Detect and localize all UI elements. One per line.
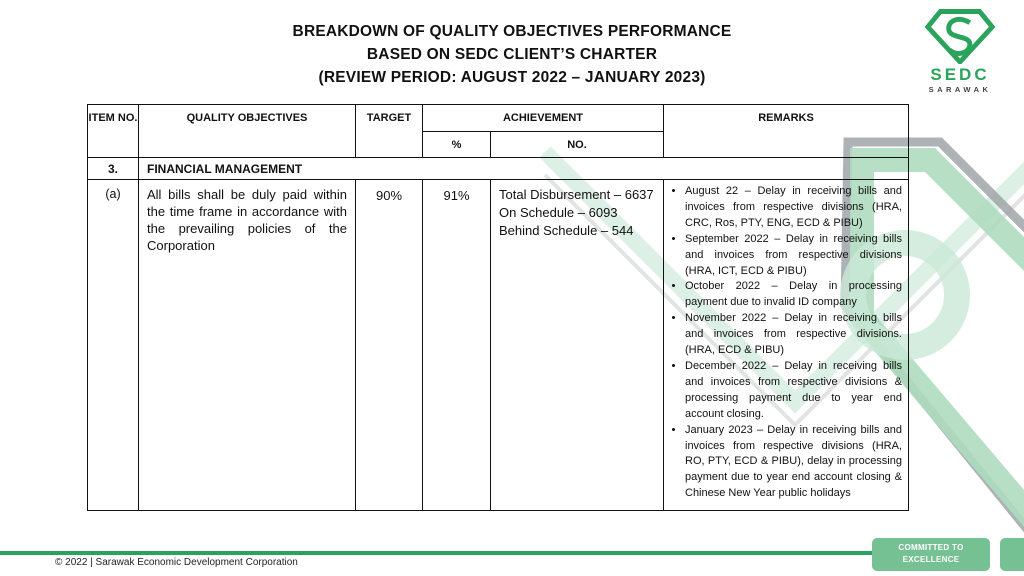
copyright-text: © 2022 | Sarawak Economic Development Corporation: [55, 557, 298, 568]
badge-line-1: COMMITTED TO: [898, 543, 964, 552]
header-quality-objectives: QUALITY OBJECTIVES: [139, 105, 356, 158]
section-item-no: 3.: [88, 158, 139, 180]
sedc-logo: [912, 8, 1008, 95]
title-line-1: BREAKDOWN OF QUALITY OBJECTIVES PERFORMANCE: [292, 23, 732, 40]
section-title: FINANCIAL MANAGEMENT: [139, 158, 909, 180]
badge-line-2: EXCELLENCE: [902, 555, 960, 564]
row-achievement-percent: 91%: [423, 180, 491, 511]
row-target: 90%: [356, 180, 423, 511]
gem-icon: [912, 8, 1008, 64]
row-objective: All bills shall be duly paid within the time frame in accordance with the prevailing policies of the Corporation: [139, 180, 356, 511]
header-achievement-no: NO.: [491, 132, 664, 158]
committed-badge: [872, 538, 990, 571]
remark-item: • August 22 – Delay in receiving bills and invoices from respective divisions (HRA, CRC, Ros, PTY, ENG, ECD & PIBU): [685, 184, 902, 232]
footer-divider: [0, 551, 872, 555]
header-target: TARGET: [356, 105, 423, 158]
header-achievement: ACHIEVEMENT: [423, 105, 664, 132]
achievement-number-line: Total Disbursement – 6637: [499, 187, 654, 202]
remark-item: • October 2022 – Delay in processing payment due to invalid ID company: [685, 279, 902, 311]
page-title: [0, 20, 1024, 89]
remark-item: • January 2023 – Delay in receiving bills and invoices from respective divisions (HRA, RO, PTY, ECD & PIBU), delay in processing payment due to year end account closing & Chinese New Year public holidays: [685, 423, 902, 503]
row-item-no: (a): [88, 180, 139, 511]
row-remarks-cell: [664, 180, 909, 511]
achievement-number-line: On Schedule – 6093: [499, 205, 618, 220]
remark-item: • November 2022 – Delay in receiving bills and invoices from respective divisions. (HRA, ECD & PIBU): [685, 311, 902, 359]
row-achievement-numbers: [491, 180, 664, 511]
title-line-3: (REVIEW PERIOD: AUGUST 2022 – JANUARY 2023): [318, 69, 706, 86]
logo-subtext: SARAWAK: [928, 85, 992, 94]
remark-item: • September 2022 – Delay in receiving bills and invoices from respective divisions (HRA, ICT, ECD & PIBU): [685, 232, 902, 280]
header-achievement-percent: %: [423, 132, 491, 158]
quality-objectives-table: [87, 104, 909, 511]
header-remarks: REMARKS: [664, 105, 909, 158]
remarks-list: [670, 184, 902, 502]
logo-wordmark: SEDC: [930, 65, 990, 84]
header-item-no: ITEM NO.: [88, 105, 139, 158]
title-line-2: BASED ON SEDC CLIENT’S CHARTER: [366, 46, 658, 63]
remark-item: • December 2022 – Delay in receiving bills and invoices from respective divisions & processing payment due to year end account closing.: [685, 359, 902, 423]
achievement-number-line: Behind Schedule – 544: [499, 223, 634, 238]
corner-accent: [1000, 538, 1024, 571]
